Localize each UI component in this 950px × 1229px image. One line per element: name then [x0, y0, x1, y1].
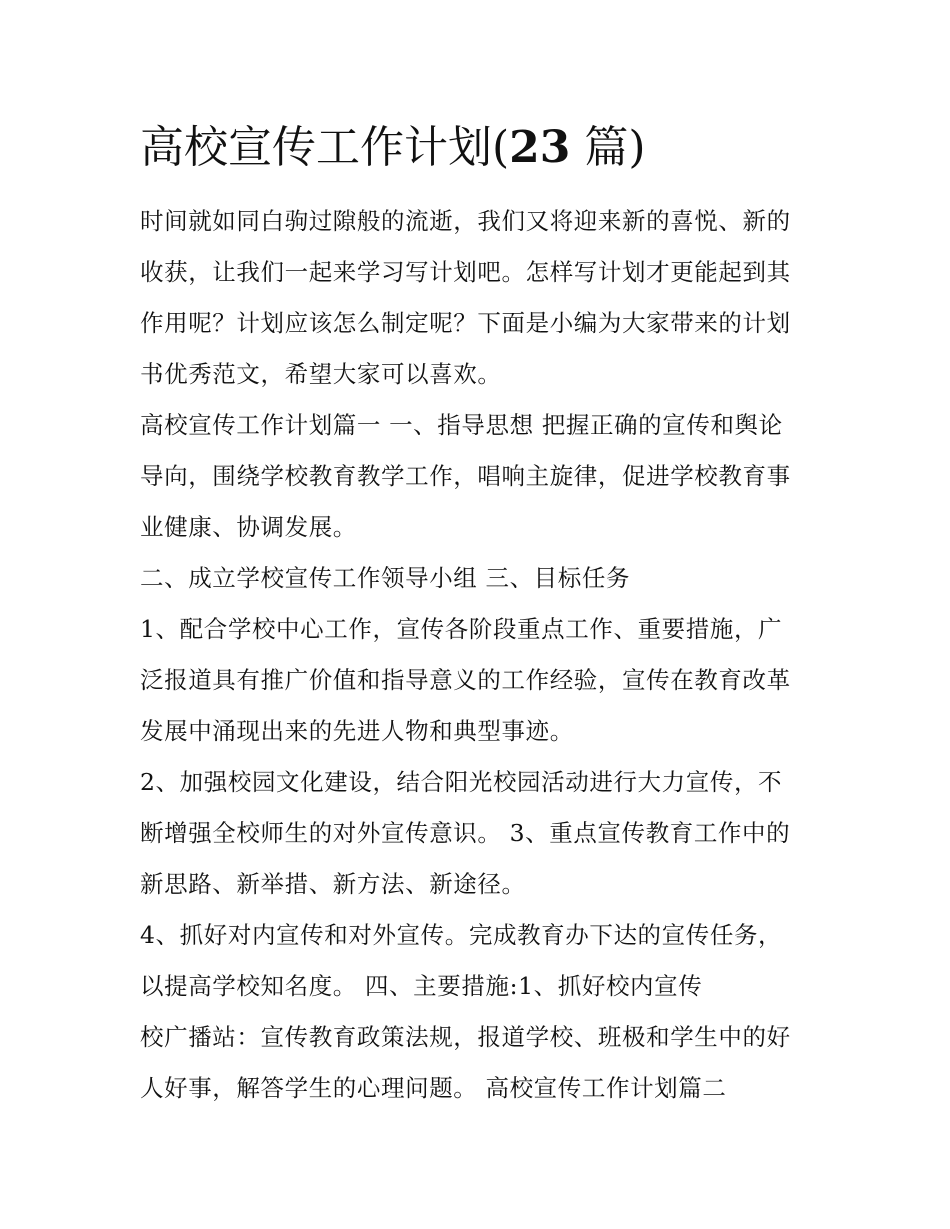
paragraph-section-2 [140, 553, 820, 604]
paragraph-section-1 [140, 400, 820, 553]
text-line: 新思路、新举措、新方法、新途径。 [140, 870, 526, 898]
text-line: 二、成立学校宣传工作领导小组 三、目标任务 [140, 564, 631, 592]
document-page [140, 0, 820, 1229]
title-suffix: 篇) [570, 122, 646, 173]
text-line: 2、加强校园文化建设，结合阳光校园活动进行大力宣传，不 [140, 768, 783, 796]
title-number: 23 [509, 122, 571, 173]
text-line: 发展中涌现出来的先进人物和典型事迹。 [140, 717, 574, 745]
text-line: 断增强全校师生的对外宣传意识。 3、重点宣传教育工作中的 [140, 819, 791, 847]
text-line: 泛报道具有推广价值和指导意义的工作经验，宣传在教育改革 [140, 666, 791, 694]
title-prefix: 高校宣传工作计划( [140, 122, 510, 173]
document-title [140, 118, 646, 178]
text-line: 高校宣传工作计划篇一 一、指导思想 把握正确的宣传和舆论 [140, 411, 783, 439]
text-line: 导向，围绕学校教育教学工作，唱响主旋律，促进学校教育事 [140, 462, 791, 490]
text-line: 人好事，解答学生的心理问题。 高校宣传工作计划篇二 [140, 1074, 727, 1102]
paragraph-broadcast [140, 1012, 820, 1114]
text-line: 作用呢？计划应该怎么制定呢？下面是小编为大家带来的计划 [140, 309, 791, 337]
paragraph-item-1 [140, 604, 820, 757]
text-line: 1、配合学校中心工作，宣传各阶段重点工作、重要措施，广 [140, 615, 783, 643]
text-line: 书优秀范文，希望大家可以喜欢。 [140, 360, 502, 388]
text-line: 收获，让我们一起来学习写计划吧。怎样写计划才更能起到其 [140, 258, 791, 286]
text-line: 业健康、协调发展。 [140, 513, 357, 541]
document-body [140, 196, 820, 1114]
text-line: 以提高学校知名度。 四、主要措施:1、抓好校内宣传 [140, 972, 703, 1000]
paragraph-item-2 [140, 757, 820, 910]
paragraph-intro [140, 196, 820, 400]
text-line: 4、抓好对内宣传和对外宣传。完成教育办下达的宣传任务， [140, 921, 783, 949]
text-line: 时间就如同白驹过隙般的流逝，我们又将迎来新的喜悦、新的 [140, 207, 791, 235]
text-line: 校广播站：宣传教育政策法规，报道学校、班极和学生中的好 [140, 1023, 791, 1051]
paragraph-item-4 [140, 910, 820, 1012]
